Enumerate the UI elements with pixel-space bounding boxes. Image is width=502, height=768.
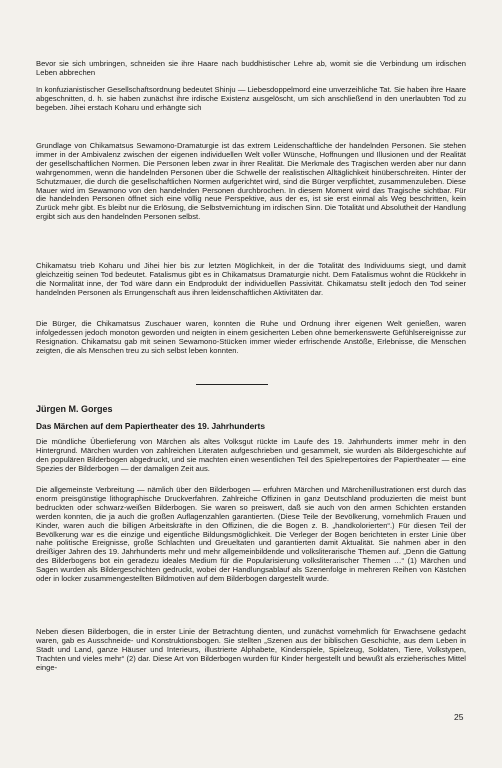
section-divider xyxy=(196,384,268,385)
paragraph-audience: Die Bürger, die Chikamatsus Zuschauer waren, konnten die Ruhe und Ordnung ihrer eigenen Welt genießen, waren infolgedessen jedoch monoton geworden und neigten in einem gesicherten Leben ohne bemerkenswerte Gefühlsereignisse zur Resignation. Chikamatsu gab mit seinen Sewamono-Stücken immer wieder erfrischende Anstöße, Erlebnisse, die Menschen zeigten, die als Menschen treu zu sich selbst leben konnten. xyxy=(36,319,466,355)
article-title: Das Märchen auf dem Papiertheater des 19. Jahrhunderts xyxy=(36,421,265,431)
article-author: Jürgen M. Gorges xyxy=(36,404,113,414)
paragraph-shinju: In konfuzianistischer Gesellschaftsordnung bedeutet Shinju — Liebesdoppelmord eine unverzeihliche Tat. Sie haben ihre Haare abgeschnitten, d. h. sie haben zunächst ihre irdische Existenz ausgelöscht, um sich anschließend in den unerlaubten Tod zu begeben. Jihei erstach Koharu und erhängte sich xyxy=(36,85,466,112)
paragraph-cutout-sheets: Neben diesen Bilderbogen, die in erster Linie der Betrachtung dienten, und zunächst vornehmlich für Erwachsene gedacht waren, gab es Ausschneide- und Konstruktionsbogen. Sie stellten „Szenen aus der biblischen Geschichte, aus dem Leben in Stadt und Land, ganze Häuser und Interieurs, illustrierte Alphabete, Kinderspiele, Spielzeug, Soldaten, Tiere, Volkstypen, Trachten und vieles mehr“ (2) dar. Diese Art von Bilderbogen wurden für Kinder hergestellt und bewußt als erzieherisches Mittel einge- xyxy=(36,627,466,672)
paragraph-dramaturgy: Grundlage von Chikamatsus Sewamono-Dramaturgie ist das extrem Leidenschaftliche der handelnden Personen. Sie stehen immer in der Ambivalenz zwischen der eigenen individuellen Welt voller Wünsche, Hoffnungen und Illusionen und der Realität der gesellschaftlichen Normen. Die Personen leben zwar in ihrer Realität. Die Merkmale des Tragischen werden aber nur dann wahrgenommen, wenn die handelnden Personen über die Schwelle der realistischen Alltäglichkeit hinüberschreiten. Hinter der Schutzmauer, die durch die gesellschaftlichen Normen aufgerichtet wird, sind die Bürger verpflichtet, zusammenzuleben. Diese Mauer wird im Sewamono von den handelnden Personen durchbrochen. In diesem Moment wird das Tragische sichtbar. Für die handelnden Personen öffnet sich eine völlig neue Perspektive, aus der es, ist sie erst einmal als Weg beschritten, kein Zurück mehr gibt. Es bleibt nur die Erlösung, die Selbstvernichtung im irdischen Sinn. Die Totalität und Absolutheit der Handlung ergibt sich aus den handelnden Personen selbst. xyxy=(36,141,466,222)
page-number: 25 xyxy=(454,712,464,722)
paragraph-distribution: Die allgemeinste Verbreitung — nämlich über den Bilderbogen — erfuhren Märchen und Märchenillustrationen erst durch das enorm preisgünstige lithographische Druckverfahren. Zahlreiche Offizinen in ganz Deutschland produzierten die meist bunt bedruckten oder schwarz-weißen Bilderbogen. Sie waren so preiswert, daß sie auch von den armen Schichten erstanden werden konnten, die ja auch die großen Auflagenzahlen garantierten. (Diese Teile der Bevölkerung, vornehmlich Frauen und Kinder, waren auch die billigen Arbeitskräfte in den Offizinen, die die Bogen z. B. „handkolorierten“.) Für diesen Teil der Bevölkerung war es die einzige und eigentliche Bildungsmöglichkeit. Die Verleger der Bogen berichteten in erster Linie über nahe politische Ereignisse, große Schlachten und Greueltaten und garantierten damit Aktualität. Sie nahmen aber in den dreißiger Jahren des 19. Jahrhunderts mehr und mehr allgemeinbildende und volksliterarische Themen auf. „Denn die Gattung des Bilderbogens bot ein geradezu ideales Medium für die Popularisierung volksliterarischer Themen …“ (1) Märchen und Sagen wurden als Bildergeschichten gedruckt, wobei der Handlungsablauf als Szenenfolge in mehreren Reihen von Kästchen oder in locker zusammengestellten Bildmotiven auf dem Bilderbogen dargestellt wurde. xyxy=(36,485,466,584)
paragraph-intro: Bevor sie sich umbringen, schneiden sie ihre Haare nach buddhistischer Lehre ab, womit sie die Verbindung um irdischen Leben abbrechen xyxy=(36,59,466,77)
paragraph-fatalism: Chikamatsu trieb Koharu und Jihei hier bis zur letzten Möglichkeit, in der die Totalität des Individuums siegt, und damit gleichzeitig seinen Tod bedeutet. Fatalismus gibt es in Chikamatsus Dramaturgie nicht. Dem Fatalismus wohnt die Rückkehr in die Normalität inne, der Tod wäre dann ein Endprodukt der individuellen Passivität. Chikamatsu stellt jedoch den Tod seiner handelnden Personen als Errungenschaft aus ihren leidenschaftlichen Aktivitäten dar. xyxy=(36,261,466,297)
paragraph-oral-tradition: Die mündliche Überlieferung von Märchen als altes Volksgut rückte im Laufe des 19. Jahrhunderts immer mehr in den Hintergrund. Märchen wurden von zahlreichen Literaten aufgeschrieben und gesammelt, sie wurden als Bildergeschichte auf den populären Bilderbogen abgedruckt, und sie machten einen wesentlichen Teil des Spielrepertoires der Papiertheater — eine Spezies der Bilderbogen — der damaligen Zeit aus. xyxy=(36,437,466,473)
